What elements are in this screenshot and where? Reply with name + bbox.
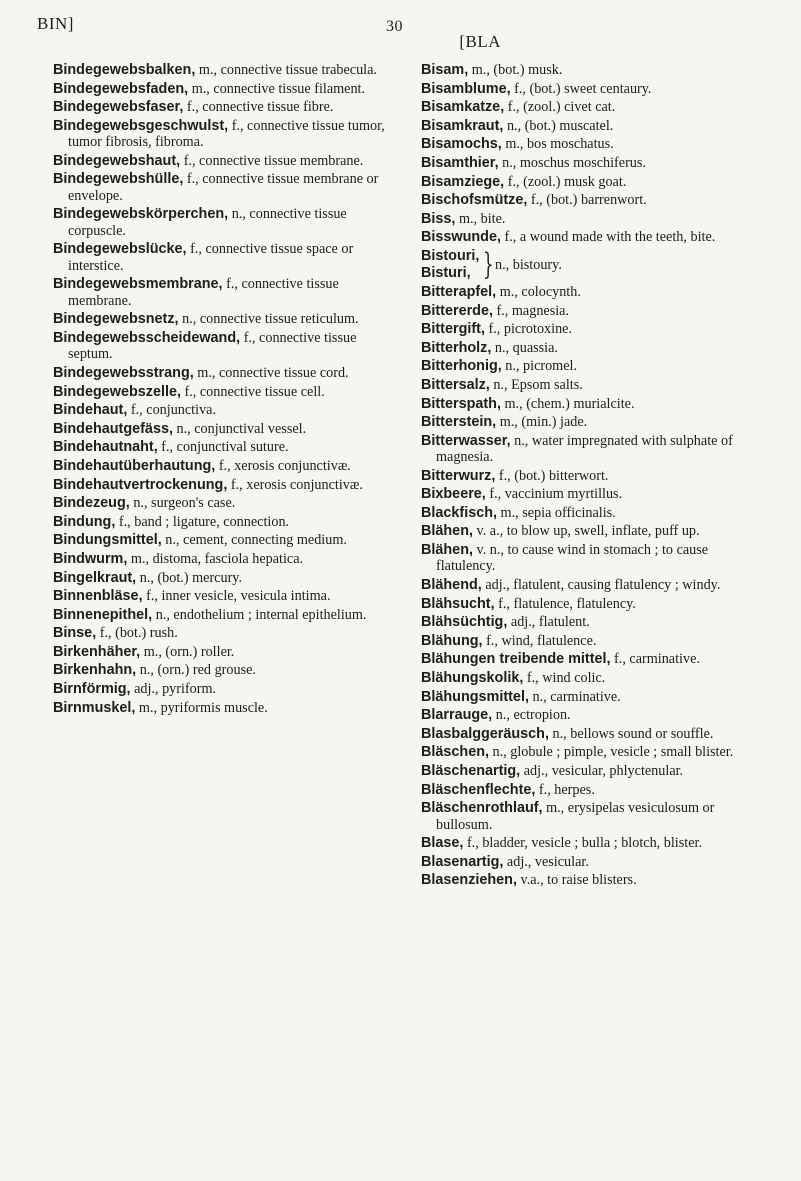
entry-headword: Binnenbläse, [53,588,143,605]
entry-headword: Bittererde, [421,302,493,319]
entry-headword: Blasbalggeräusch, [421,725,549,742]
page-number: 30 [386,18,403,35]
entry-definition: n., connective tissue reticulum. [178,311,359,328]
entry-headword: Bindegewebsfaser, [53,99,184,116]
entry-headword: Bläschenflechte, [421,781,536,798]
dictionary-entry [53,365,393,381]
entry-definition: m., (min.) jade. [496,414,588,431]
dictionary-entry [53,514,393,530]
entry-definition: m., colocynth. [496,283,581,300]
entry-headword: Birnmuskel, [53,699,136,716]
entry-definition: n., connective tissue corpuscle. [68,206,347,239]
entry-headword: Blase, [421,835,464,852]
entry-headword: Bistouri, [421,247,480,264]
dictionary-entry [53,588,393,604]
dictionary-entry [53,662,393,678]
entry-definition: f., magnesia. [492,302,570,319]
entry-definition: f., wind, flatulence. [482,632,597,649]
entry-headword: Bindegewebsstrang, [53,364,194,381]
dictionary-entry [53,421,393,437]
entry-definition: f., xerosis conjunctivæ. [227,476,363,493]
dictionary-entry [53,439,393,455]
entry-headword: Bisam, [421,62,469,78]
entry-definition: m., sepia officinalis. [497,504,616,521]
dictionary-entry [421,651,761,667]
entry-definition: n., (orn.) red grouse. [136,662,256,679]
entry-headword: Blähungsmittel, [421,688,529,705]
entry-headword: Bitterholz, [421,339,492,356]
entry-definition: n., globule ; pimple, vesicle ; small blister. [488,744,734,761]
entry-headword: Blasenartig, [421,853,504,870]
dictionary-entry [421,99,761,115]
entry-headword: Bindegewebsgeschwulst, [53,117,229,134]
dictionary-entry [53,99,393,115]
entry-headword: Birkenhäher, [53,643,141,660]
entry-headword: Bitterwasser, [421,432,511,449]
entry-headword: Bläschenartig, [421,763,521,779]
dictionary-entry [421,542,761,575]
entry-definition: n., (bot.) mercury. [136,569,243,586]
brace-glyph: } [483,246,494,282]
entry-definition: m., erysipelas vesiculosum or bullosum. [436,800,715,833]
entry-definition: f., inner vesicle, vesicula intima. [142,588,331,605]
dictionary-entry [421,835,761,851]
entry-headword: Bixbeere, [421,486,486,503]
entry-headword: Bindegewebsfaden, [53,80,189,97]
entry-definition: v. n., to cause wind in stomach ; to cause flatulency. [436,542,709,575]
bistouri-bisturi-entry [421,248,761,282]
dictionary-entry [53,458,393,474]
entry-definition: adj., flatulent. [507,614,590,631]
entry-definition: f., connective tissue tumor, tumor fibrosis, fibroma. [68,117,385,151]
dictionary-entry [53,532,393,548]
entry-headword: Bindegewebsnetz, [53,311,179,328]
entry-definition: f., bladder, vesicle ; bulla ; blotch, blister. [463,835,702,852]
entry-headword: Bisturi, [421,264,471,281]
entry-definition: f., carminative. [610,651,700,668]
dictionary-entry [421,633,761,649]
entry-headword: Bindegewebszelle, [53,383,181,400]
entry-headword: Bitterstein, [421,414,497,431]
dictionary-entry [421,689,761,705]
entry-definition: f., herpes. [535,781,595,798]
dictionary-entry [53,402,393,418]
dictionary-entry [421,872,761,888]
dictionary-entry [421,358,761,374]
entry-definition: m., connective tissue filament. [188,80,366,97]
entry-definition: f., flatulence, flatulency. [494,595,636,612]
entry-definition: n., quassia. [491,339,558,356]
right-column [421,62,761,891]
dictionary-entry [421,136,761,152]
entry-definition: n., conjunctival vessel. [172,420,307,437]
entry-definition: f., xerosis conjunctivæ. [215,457,351,474]
entry-headword: Bindehautnaht, [53,439,158,456]
entry-headword: Biss, [421,210,456,227]
dictionary-entry [421,396,761,412]
entry-definition: f., connective tissue space or interstice. [68,241,354,274]
entry-definition: f., (bot.) rush. [96,625,178,642]
entry-headword: Bindegewebskörperchen, [53,206,229,223]
dictionary-entry [421,505,761,521]
entry-headword: Bindezeug, [53,495,130,512]
dictionary-entry [421,854,761,870]
dictionary-entry [421,284,761,300]
entry-headword: Bindegewebsscheidewand, [53,329,241,346]
entry-headword: Bisamkatze, [421,99,505,116]
entry-definition: n., cement, connecting medium. [161,532,347,549]
entry-definition: f., band ; ligature, connection. [115,513,290,530]
dictionary-entry [421,614,761,630]
entry-definition: n., picromel. [501,358,578,375]
dictionary-entry [53,118,393,151]
entry-headword: Binnenepithel, [53,606,153,623]
entry-headword: Birkenhahn, [53,662,137,679]
dictionary-entry [421,596,761,612]
dictionary-entry [421,321,761,337]
entry-definition: n., endothelium ; internal epithelium. [152,606,367,623]
dictionary-entry [421,486,761,502]
entry-headword: Bischofsmütze, [421,192,528,209]
entry-headword: Bindegewebslücke, [53,241,187,258]
entry-definition: n., surgeon's case. [129,495,236,512]
entry-definition: f., vaccinium myrtillus. [485,486,623,503]
entry-definition: adj., pyriform. [130,681,217,698]
entry-definition: n., moschus moschiferus. [498,154,646,171]
dictionary-entry [421,118,761,134]
entry-definition: f., connective tissue membrane. [68,276,339,309]
dictionary-entry [53,625,393,641]
dictionary-entry [53,62,393,78]
entry-headword: Bindung, [53,513,116,530]
entry-headword: Blähungskolik, [421,670,524,687]
entry-headword: Bindegewebsbalken, [53,62,196,78]
entry-definition: f., connective tissue septum. [68,329,357,363]
entry-definition: f., (bot.) sweet centaury. [510,80,652,97]
entry-headword: Bindegewebsmembrane, [53,276,223,293]
entry-headword: Blähen, [421,542,473,559]
entry-definition: adj., flatulent, causing flatulency ; windy. [481,577,721,594]
entry-definition: f., picrotoxine. [484,321,573,338]
dictionary-entry [421,744,761,760]
entry-definition: n., Epsom salts. [489,376,583,393]
entry-definition: m., (chem.) murialcite. [500,395,635,412]
entry-headword: Bitterapfel, [421,283,497,300]
running-header-right: [BLA [459,32,501,51]
entry-definition: n., bellows sound or souffle. [548,725,714,742]
entry-definition: f., (zool.) civet cat. [504,99,616,116]
entry-definition: f., connective tissue cell. [180,383,325,400]
entry-headword: Blähsucht, [421,595,495,612]
dictionary-entry [421,577,761,593]
entry-definition: adj., vesicular. [503,853,589,870]
entry-definition: f., wind colic. [523,670,606,687]
dictionary-entry [421,377,761,393]
entry-headword: Bingelkraut, [53,569,137,586]
entry-headword: Bitterwurz, [421,467,496,484]
entry-headword: Blähsüchtig, [421,614,508,631]
entry-headword: Bläschenrothlauf, [421,800,543,817]
entry-headword: Blackfisch, [421,504,497,521]
entry-definition: m., connective tissue cord. [193,364,349,381]
entry-headword: Blasenziehen, [421,872,517,889]
dictionary-entry [421,174,761,190]
entry-headword: Bindehautgefäss, [53,420,173,437]
entry-headword: Blähung, [421,632,483,649]
entry-headword: Bindehautvertrockenung, [53,476,228,493]
entry-definition: f., connective tissue membrane or envelope. [68,171,379,204]
entry-definition: n., water impregnated with sulphate of magnesia. [436,432,733,466]
entry-definition: f., conjunctival suture. [157,439,289,456]
entry-definition: m., connective tissue trabecula. [195,62,377,78]
entry-definition: f., a wound made with the teeth, bite. [500,229,716,246]
entry-definition: f., conjunctiva. [127,402,217,419]
entry-headword: Bindungsmittel, [53,532,162,549]
entry-headword: Bittersalz, [421,376,490,393]
dictionary-entry [53,241,393,274]
dictionary-entry [421,763,761,779]
dictionary-entry [421,433,761,466]
right-column-bottom [421,284,761,889]
entry-headword: Bindegewebshülle, [53,171,184,188]
dictionary-entry [53,700,393,716]
dictionary-entry [53,311,393,327]
entry-headword: Bisamkraut, [421,117,504,134]
entry-definition: f., connective tissue membrane. [180,152,364,169]
dictionary-entry [421,229,761,245]
entry-headword: Blarrauge, [421,707,493,724]
entry-headword: Bittergift, [421,321,485,338]
entry-headword: Bindwurm, [53,550,128,567]
entry-definition: m., pyriformis muscle. [135,699,268,716]
entry-headword: Bläschen, [421,744,489,761]
dictionary-entry [53,551,393,567]
dictionary-entry [53,607,393,623]
dictionary-entry [421,340,761,356]
dictionary-entry [421,414,761,430]
right-column-top [421,62,761,246]
dictionary-entry [421,155,761,171]
dictionary-entry [53,495,393,511]
dictionary-entry [421,303,761,319]
entry-definition: m., (orn.) roller. [140,643,235,660]
dictionary-entry [53,153,393,169]
dictionary-entry [53,477,393,493]
entry-definition: n., (bot.) muscatel. [503,117,614,134]
entry-definition: n., ectropion. [492,707,571,724]
entry-definition: v.a., to raise blisters. [516,872,637,889]
entry-headword: Blähend, [421,577,482,594]
dictionary-entry [53,171,393,204]
dictionary-entry [421,800,761,833]
entry-headword: Birnförmig, [53,681,131,698]
dictionary-entry [421,468,761,484]
entry-headword: Bindegewebshaut, [53,152,181,169]
entry-headword: Bitterspath, [421,395,501,412]
entry-headword: Bindehautüberhautung, [53,457,216,474]
dictionary-entry [421,726,761,742]
entry-definition: f., (bot.) barrenwort. [527,192,647,209]
entry-definition: v. a., to blow up, swell, inflate, puff up. [472,523,700,540]
entry-definition: f., (zool.) musk goat. [504,173,627,190]
dictionary-entry [53,206,393,239]
dictionary-entry [53,644,393,660]
entry-headword: Bisswunde, [421,229,501,246]
entry-headword: Binse, [53,625,97,642]
entry-definition: f., (bot.) bitterwort. [495,467,609,484]
dictionary-entry [53,681,393,697]
entry-headword: Blähungen treibende mittel, [421,651,611,668]
dictionary-entry [421,523,761,539]
entry-headword: Blähen, [421,523,473,540]
running-header-left: BIN] [37,14,74,33]
entry-definition: adj., vesicular, phlyctenular. [520,763,684,779]
entry-definition: m., bite. [455,210,506,227]
entry-definition: m., distoma, fasciola hepatica. [127,550,304,567]
entry-headword: Bitterhonig, [421,358,502,375]
dictionary-entry [421,670,761,686]
entry-headword: Bisamblume, [421,80,511,97]
entry-definition: n., carminative. [528,688,621,705]
entry-definition: m., bos moschatus. [501,136,614,153]
dictionary-entry [421,192,761,208]
entry-headword: Bindehaut, [53,402,128,419]
dictionary-entry [53,81,393,97]
entry-headword: Bisamochs, [421,136,502,153]
entry-definition: f., connective tissue fibre. [183,99,334,116]
dictionary-entry [53,330,393,363]
left-column [53,62,393,718]
dictionary-entry [421,782,761,798]
dictionary-entry [53,276,393,309]
dictionary-entry [421,81,761,97]
entry-definition: n., bistoury. [495,256,562,273]
dictionary-entry [53,570,393,586]
dictionary-entry [421,62,761,78]
entry-definition: m., (bot.) musk. [468,62,563,78]
dictionary-entry [53,384,393,400]
entry-headword: Bisamthier, [421,154,499,171]
entry-headword: Bisamziege, [421,173,505,190]
dictionary-entry [421,211,761,227]
dictionary-entry [421,707,761,723]
